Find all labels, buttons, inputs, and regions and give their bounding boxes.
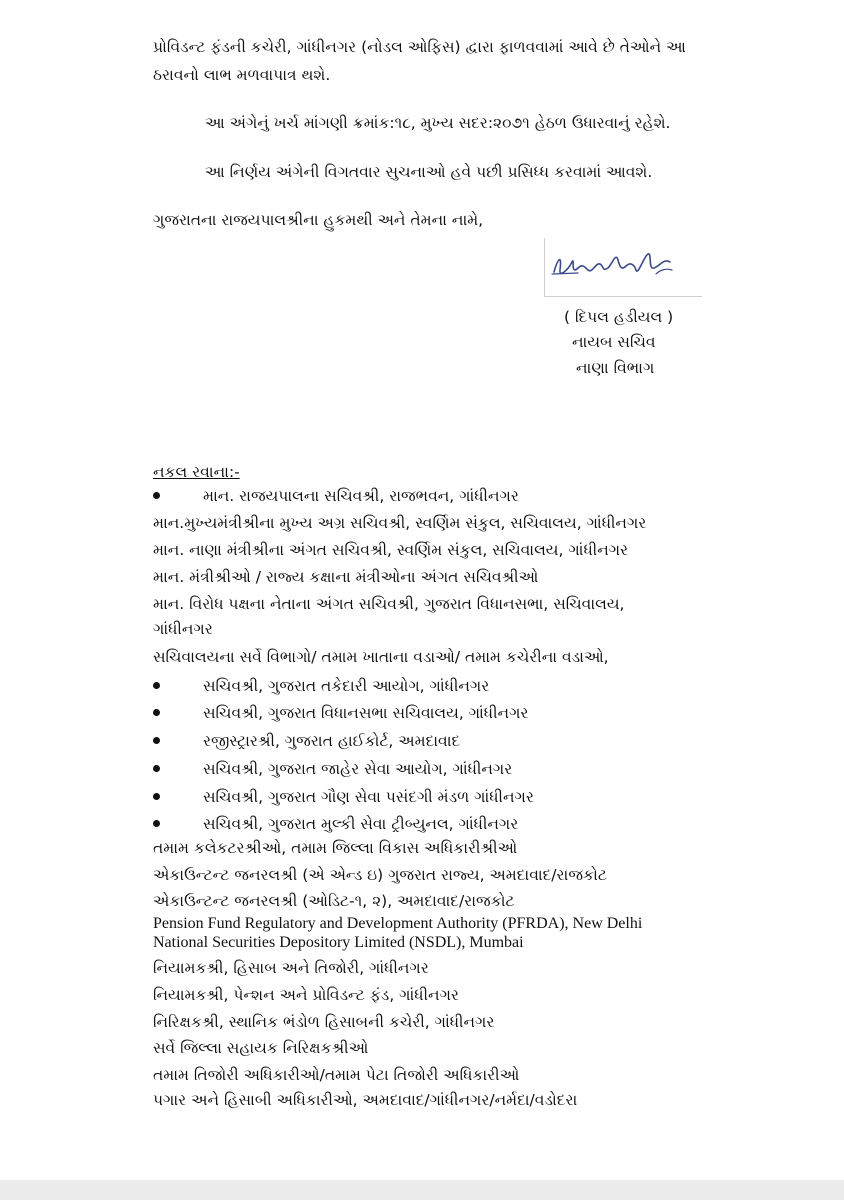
signatory-name: ( દિપલ હડીયલ ) <box>564 308 674 326</box>
handwritten-signature <box>548 240 688 288</box>
bullet-icon <box>153 709 160 716</box>
signature-box-left-border <box>544 238 545 296</box>
bullet-icon <box>153 765 160 772</box>
signature-box-bottom-border <box>544 296 702 297</box>
page-bottom-strip <box>0 1180 844 1200</box>
copy-to-item: ગાંધીનગર <box>153 620 213 638</box>
copy-to-item: તમામ તિજોરી અધિકારીઓ/તમામ પેટા તિજોરી અધિકારીઓ <box>153 1066 520 1084</box>
copy-to-item: નિયામકશ્રી, હિસાબ અને તિજોરી, ગાંધીનગર <box>153 959 429 977</box>
bullet-icon <box>153 820 160 827</box>
copy-to-item: સચિવશ્રી, ગુજરાત વિધાનસભા સચિવાલય, ગાંધીનગર <box>203 704 529 722</box>
copy-to-item: પગાર અને હિસાબી અધિકારીઓ, અમદાવાદ/ગાંધીનગર/નર્મદા/વડોદરા <box>153 1091 578 1109</box>
copy-to-item: સચિવશ્રી, ગુજરાત તકેદારી આયોગ, ગાંધીનગર <box>203 677 490 695</box>
copy-to-item: માન. રાજયપાલના સચિવશ્રી, રાજભવન, ગાંધીનગર <box>203 487 519 505</box>
body-paragraph-4: ગુજરાતના રાજયપાલશ્રીના હુકમથી અને તેમના નામે, <box>153 211 484 229</box>
copy-to-item: સચિવશ્રી, ગુજરાત જાહેર સેવા આયોગ, ગાંધીનગર <box>203 760 513 778</box>
bullet-icon <box>153 492 160 499</box>
copy-to-item: નિરિક્ષકશ્રી, સ્થાનિક ભંડોળ હિસાબની કચેરી, ગાંધીનગર <box>153 1013 495 1031</box>
copy-to-heading: નકલ રવાના:- <box>153 463 240 481</box>
copy-to-item: માન.મુખ્યમંત્રીશ્રીના મુખ્ય અગ્ર સચિવશ્રી, સ્વર્ણિમ સંકુલ, સચિવાલય, ગાંધીનગર <box>153 514 647 532</box>
copy-to-item: માન. વિરોધ પક્ષના નેતાના અંગત સચિવશ્રી, ગુજરાત વિધાનસભા, સચિવાલય, <box>153 595 625 613</box>
copy-to-item: Pension Fund Regulatory and Development Authority (PFRDA), New Delhi <box>153 915 643 932</box>
body-paragraph-1-line-1: પ્રોવિડન્ટ ફંડની કચેરી, ગાંધીનગર (નોડલ ઓફિસ) દ્વારા ફાળવવામાં આવે છે તેઓને આ <box>153 38 686 56</box>
body-paragraph-3: આ નિર્ણય અંગેની વિગતવાર સુચનાઓ હવે પછી પ્રસિધ્ધ કરવામાં આવશે. <box>205 163 653 181</box>
bullet-icon <box>153 793 160 800</box>
copy-to-item: સચિવશ્રી, ગુજરાત ગૌણ સેવા પસંદગી મંડળ ગાંધીનગર <box>203 788 534 806</box>
copy-to-item: એકાઉન્ટન્ટ જનરલશ્રી (એ એન્ડ ઇ) ગુજરાત રાજ્ય, અમદાવાદ/રાજકોટ <box>153 866 607 884</box>
copy-to-item: રજીસ્ટ્રારશ્રી, ગુજરાત હાઈકોર્ટ, અમદાવાદ <box>203 732 461 750</box>
signatory-department: નાણા વિભાગ <box>576 359 655 377</box>
copy-to-item: માન. મંત્રીશ્રીઓ / રાજ્ય કક્ષાના મંત્રીઓના અંગત સચિવશ્રીઓ <box>153 568 539 586</box>
body-paragraph-2: આ અંગેનું ખર્ચ માંગણી ક્રમાંક:૧૮, મુખ્ય સદર:૨૦૭૧ હેઠળ ઉધારવાનું રહેશે. <box>205 114 671 132</box>
copy-to-item: નિયામકશ્રી, પેન્શન અને પ્રોવિડન્ટ ફંડ, ગાંધીનગર <box>153 986 459 1004</box>
copy-to-item: સચિવાલયના સર્વે વિભાગો/ તમામ ખાતાના વડાઓ/ તમામ કચેરીના વડાઓ, <box>153 648 609 666</box>
signatory-designation: નાયબ સચિવ <box>572 333 656 351</box>
copy-to-item: માન. નાણા મંત્રીશ્રીના અંગત સચિવશ્રી, સ્વર્ણિમ સંકુલ, સચિવાલય, ગાંધીનગર <box>153 541 629 559</box>
copy-to-item: તમામ કલેકટરશ્રીઓ, તમામ જિલ્લા વિકાસ અધિકારીશ્રીઓ <box>153 839 518 857</box>
body-paragraph-1-line-2: ઠરાવનો લાભ મળવાપાત્ર થશે. <box>153 66 331 84</box>
bullet-icon <box>153 682 160 689</box>
bullet-icon <box>153 737 160 744</box>
copy-to-item: સચિવશ્રી, ગુજરાત મુલ્કી સેવા ટ્રીબ્યુનલ, ગાંધીનગર <box>203 815 519 833</box>
copy-to-item: એકાઉન્ટન્ટ જનરલશ્રી (ઓડિટ-૧, ૨), અમદાવાદ/રાજકોટ <box>153 892 515 910</box>
copy-to-item: National Securities Depository Limited (NSDL), Mumbai <box>153 934 524 951</box>
copy-to-item: સર્વે જિલ્લા સહાયક નિરિક્ષકશ્રીઓ <box>153 1039 369 1057</box>
